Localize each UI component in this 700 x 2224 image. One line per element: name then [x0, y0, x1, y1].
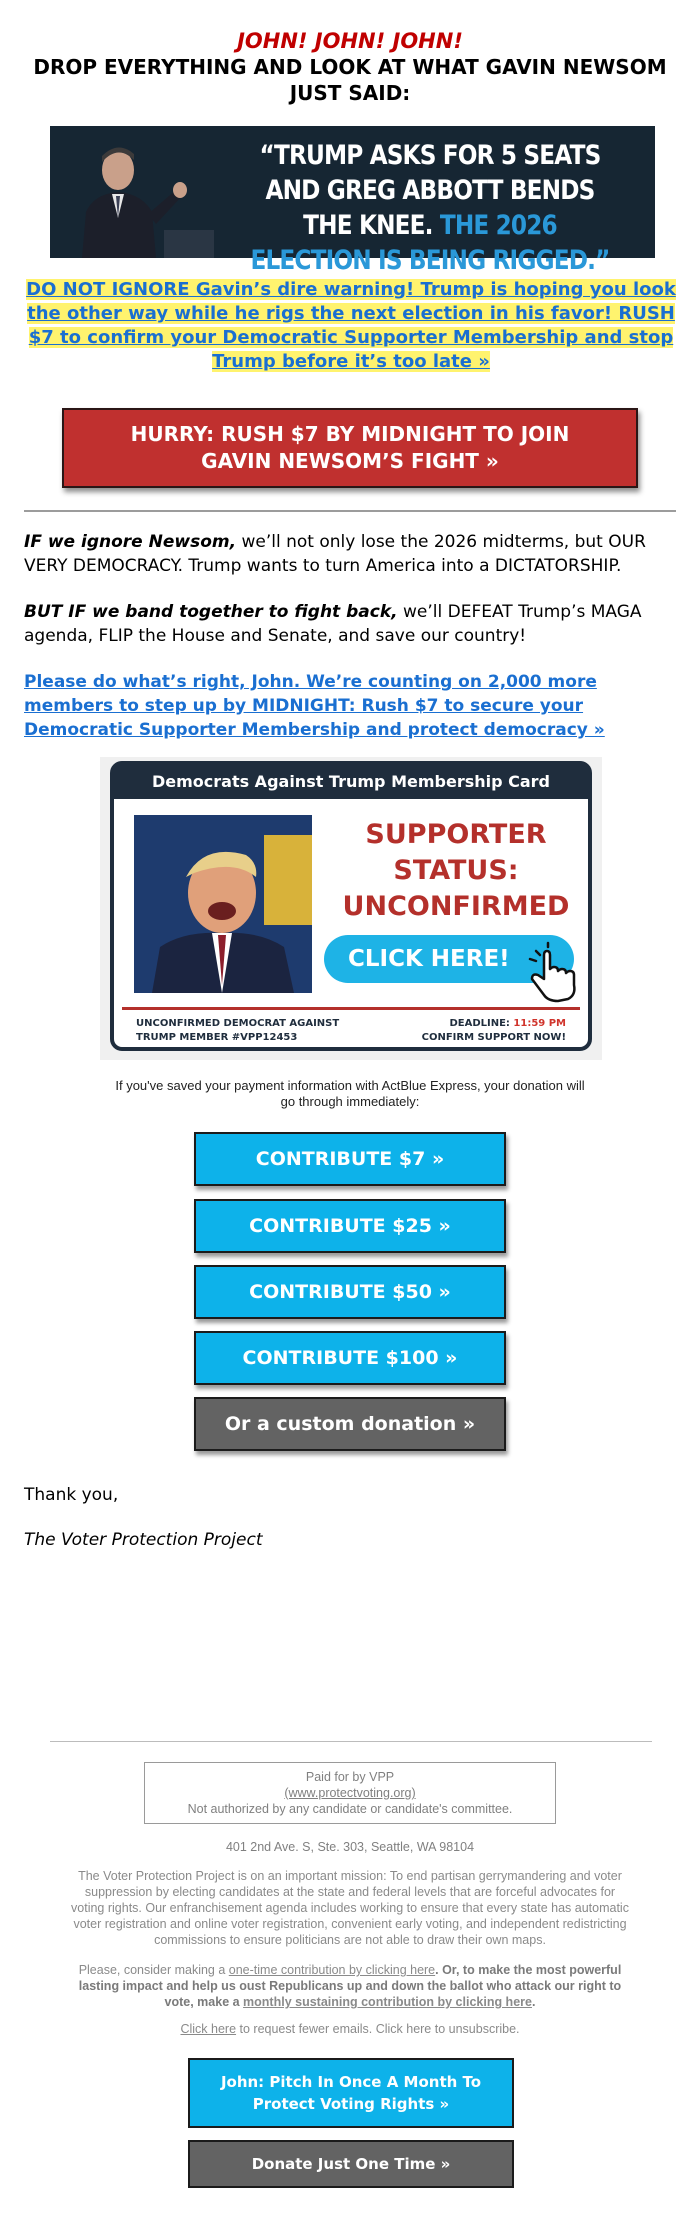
member-line-1: UNCONFIRMED DEMOCRAT AGAINST: [136, 1018, 340, 1029]
contribute-50-button[interactable]: CONTRIBUTE $50 »: [194, 1265, 506, 1319]
warning-paragraph: [26, 278, 676, 374]
paragraph-fight-back: [24, 600, 680, 648]
email-header: [0, 28, 700, 106]
membership-link[interactable]: Please do what’s right, John. We’re counting on 2,000 more members to step up by MIDNIGHT: Rush $7 to secure your Democratic Supporter Membership and protect democracy »: [24, 672, 605, 740]
please-mid: . Or, to make the most powerful lasting impact and help us oust Republicans up and down the ballot who attack our right to vote, make a: [78, 1963, 622, 2009]
deadline-label: DEADLINE:: [449, 1018, 514, 1029]
donate-one-time-button[interactable]: Donate Just One Time »: [188, 2140, 514, 2188]
fewer-emails-link[interactable]: Click here: [180, 2022, 237, 2036]
one-time-contribution-link[interactable]: one-time contribution by clicking here: [228, 1963, 436, 1977]
portrait-icon: [134, 815, 312, 993]
paragraph-text: we’ll not only lose the 2026 midterms, but OUR VERY DEMOCRACY. Trump wants to turn America into a DICTATORSHIP.: [24, 532, 646, 576]
newsom-quote-banner[interactable]: [50, 126, 655, 276]
signature-text: The Voter Protection Project: [24, 1530, 263, 1550]
contribution-note: [64, 1962, 636, 2010]
kicker-text: JOHN! JOHN! JOHN!: [237, 29, 463, 53]
divider: [24, 510, 676, 512]
quote-blue-part: THE 2026 ELECTION IS BEING RIGGED.”: [250, 210, 610, 276]
paid-for-text: Paid for by VPP: [305, 1770, 395, 1784]
website-link[interactable]: (www.protectvoting.org): [284, 1786, 416, 1800]
please-end: .: [531, 1995, 536, 2009]
paragraph-call-to-action: [24, 670, 680, 742]
deadline-time: 11:59 PM: [513, 1018, 566, 1029]
unsubscribe-line: [0, 2022, 700, 2036]
card-title: Democrats Against Trump Membership Card: [114, 765, 588, 799]
mission-statement: The Voter Protection Project is on an important mission: To end partisan gerrymandering and voter suppression by electing candidates at the state and federal levels that are forceful advocates for voting rights. Our enfranchisement agenda includes working to ensure that every state has automatic voter registration and online voter registration, convenient early voting, and independent redistricting commissions to ensure politicians are not able to draw their own maps.: [71, 1869, 629, 1947]
card-frame: [110, 761, 592, 1051]
membership-card-image[interactable]: [100, 757, 602, 1060]
trump-portrait: [134, 815, 312, 993]
contribute-25-button[interactable]: CONTRIBUTE $25 »: [194, 1199, 506, 1253]
hurry-rush-button[interactable]: HURRY: RUSH $7 BY MIDNIGHT TO JOIN GAVIN NEWSOM’S FIGHT »: [62, 408, 638, 488]
confirm-support-text: CONFIRM SUPPORT NOW!: [421, 1032, 566, 1043]
monthly-pitch-in-button[interactable]: John: Pitch In Once A Month To Protect Voting Rights »: [188, 2058, 514, 2128]
paid-for-box: [144, 1762, 556, 1824]
headline-text: DROP EVERYTHING AND LOOK AT WHAT GAVIN NEWSOM JUST SAID:: [33, 55, 667, 105]
contribute-7-button[interactable]: CONTRIBUTE $7 »: [194, 1132, 506, 1186]
disclaimer-text: Not authorized by any candidate or candidate's committee.: [187, 1802, 513, 1816]
pointer-hand-icon: [518, 941, 582, 1005]
card-red-line: [122, 1007, 580, 1010]
actblue-express-note: If you've saved your payment information with ActBlue Express, your donation will go through immediately:: [115, 1078, 585, 1109]
click-here-pill[interactable]: CLICK HERE!: [324, 935, 574, 983]
member-id-block: [136, 1017, 396, 1045]
deadline-block: [376, 1017, 566, 1045]
please-prefix: Please, consider making a: [78, 1963, 229, 1977]
warning-link[interactable]: DO NOT IGNORE Gavin’s dire warning! Trump is hoping you look the other way while he rigs the next election in his favor! RUSH $7 to confirm your Democratic Supporter Membership and stop Trump before it’s too late »: [26, 279, 676, 372]
footer-divider: [50, 1741, 652, 1742]
monthly-contribution-link[interactable]: monthly sustaining contribution by clicking here: [243, 1995, 532, 2009]
custom-donation-button[interactable]: Or a custom donation »: [194, 1397, 506, 1451]
banner-quote: [241, 138, 619, 278]
member-line-2: TRUMP MEMBER #VPP12453: [136, 1032, 298, 1043]
contribute-100-button[interactable]: CONTRIBUTE $100 »: [194, 1331, 506, 1385]
supporter-status: SUPPORTER STATUS: UNCONFIRMED: [342, 819, 570, 922]
paragraph-text: we’ll DEFEAT Trump’s MAGA agenda, FLIP the House and Senate, and save our country!: [24, 602, 642, 646]
mailing-address: 401 2nd Ave. S, Ste. 303, Seattle, WA 98104: [225, 1840, 475, 1854]
speaker-photo: [64, 134, 214, 258]
paragraph-lead: IF we ignore Newsom,: [24, 532, 237, 552]
thank-you-text: Thank you,: [24, 1485, 119, 1505]
paragraph-ignore-newsom: [24, 530, 680, 578]
paragraph-lead: BUT IF we band together to fight back,: [24, 602, 398, 622]
deadline-line: [376, 1017, 566, 1031]
unsubscribe-text: to request fewer emails. Click here to unsubscribe.: [236, 2022, 520, 2036]
quote-white-part: “TRUMP ASKS FOR 5 SEATS AND GREG ABBOTT BENDS THE KNEE.: [259, 140, 601, 241]
